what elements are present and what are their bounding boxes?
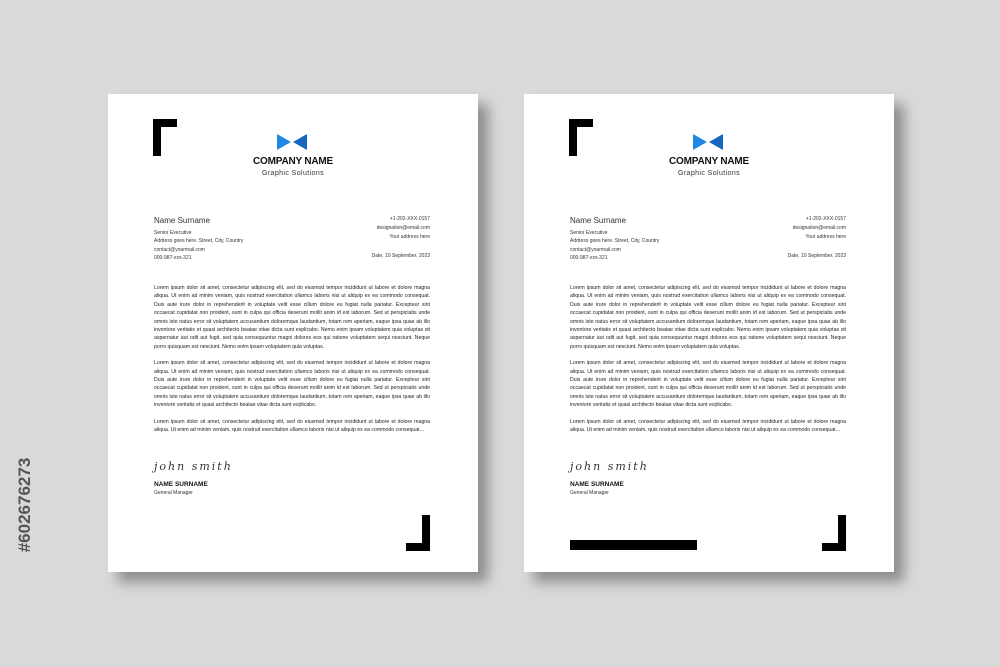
sender-title: Senior Executive	[154, 230, 192, 236]
footer-bar	[570, 540, 697, 550]
sender-email: contact@yourmail.com	[570, 246, 621, 253]
corner-bottom-right	[822, 515, 846, 551]
sender-block	[570, 215, 659, 262]
sender-address: Address goes here. Street, City, Country	[570, 238, 660, 245]
stock-id-watermark	[14, 425, 36, 585]
sender-title: Senior Executive	[570, 230, 608, 236]
corner-top-left	[569, 119, 593, 156]
body-paragraph: Lorem ipsum dolor sit amet, consectetur adipiscing elit, sed do eiusmod tempor incididunt ut labore et dolore magna aliqua. Ut enim ad minim veniam, quis nostrud exercitation ullamco laboris nisi ut aliquip ex ea commodo consequat. Duis aute irure dolor in reprehenderit in voluptate velit esse cillum dolore eu fugiat nulla pariatur. Excepteur sint occaecat cupidatat non proident, sunt in culpa qui officia deserunt mollit anim id est laborum. Sed ut perspiciatis unde omnis iste natus error sit voluptatem accusantium doloremque laudantium, totam rem aperiam, eaque ipsa quae ab illo inventore veritatis et quasi architecto beatae vitae dicta sunt explicabo.	[154, 360, 430, 409]
contact-block	[793, 215, 846, 242]
body-paragraph: Lorem ipsum dolor sit amet, consectetur adipiscing elit, sed do eiusmod tempor incididunt ut labore et dolore magna aliqua. Ut enim ad minim veniam, quis nostrud exercitation ullamco laboris nisi ut aliquip ex ea commodo consequat. Duis aute irure dolor in reprehenderit in voluptate velit esse cillum dolore eu fugiat nulla pariatur. Excepteur sint occaecat cupidatat non proident, sunt in culpa qui officia deserunt mollit anim id est laborum. Sed ut perspiciatis unde omnis iste natus error sit voluptatem accusantium doloremque laudantium, totam rem aperiam, eaque ipsa quae ab illo inventore veritatis et quasi architecto beatae vitae dicta sunt explicabo. Nemo enim ipsam voluptatem quia voluptas sit aspernatur aut odit aut fugit, sed quia consequuntur magni dolores eos qui ratione voluptatem sequi nesciunt. Neque porro quisquam est nesciunt. Nemo enim ipsam voluptatem quia voluptas.	[570, 285, 846, 350]
company-name: COMPANY NAME	[252, 156, 333, 167]
corner-top-left	[153, 119, 177, 156]
contact-address: Your address here	[805, 234, 846, 240]
sender-address: Address goes here. Street, City, Country	[154, 238, 244, 245]
letterhead-right	[524, 94, 894, 572]
contact-phone: +1-202-XXX-0157	[389, 216, 430, 222]
body-paragraph: Lorem ipsum dolor sit amet, consectetur adipiscing elit, sed do eiusmod tempor incididunt ut labore et dolore magna aliqua. Ut enim ad minim veniam, quis nostrud exercitation ullamco laboris nisi ut aliquip ex ea commodo consequat. Duis aute irure dolor in reprehenderit in voluptate velit esse cillum dolore eu fugiat nulla pariatur. Excepteur sint occaecat cupidatat non proident, sunt in culpa qui officia deserunt mollit anim id est laborum. Sed ut perspiciatis unde omnis iste natus error sit voluptatem accusantium doloremque laudantium, totam rem aperiam, eaque ipsa quae ab illo inventore veritatis et quasi architecto beatae vitae dicta sunt explicabo. Nemo enim ipsam voluptatem quia voluptas sit aspernatur aut odit aut fugit, sed quia consequuntur magni dolores eos qui ratione voluptatem sequi nesciunt. Neque porro quisquam est nesciunt. Nemo enim ipsam voluptatem quia voluptas.	[154, 285, 430, 350]
contact-email: designation@email.com	[376, 225, 430, 231]
letter-body	[570, 284, 846, 443]
corner-bottom-right	[406, 515, 430, 551]
sender-phone: 000-987-xxx-321	[570, 254, 608, 261]
signatory-name: NAME SURNAME	[570, 481, 624, 488]
letter-date: Date, 10 September, 2023	[371, 253, 430, 259]
contact-block	[377, 215, 430, 242]
sender-email: contact@yourmail.com	[154, 246, 205, 253]
contact-address: Your address here	[389, 234, 430, 240]
letterhead-left	[108, 94, 478, 572]
letter-body	[154, 284, 430, 443]
signatory-title: General Manager	[570, 490, 609, 496]
signature: john smith	[570, 460, 649, 473]
sender-name: Name Surname	[570, 216, 627, 225]
body-paragraph: Lorem ipsum dolor sit amet, consectetur adipiscing elit, sed do eiusmod tempor incididunt ut labore et dolore magna aliqua. Ut enim ad minim veniam, quis nostrud exercitation ullamco laboris nisi ut aliquip ex ea commodo consequat...	[154, 418, 430, 434]
company-name: COMPANY NAME	[668, 156, 749, 167]
company-tagline: Graphic Solutions	[261, 170, 325, 177]
company-tagline: Graphic Solutions	[677, 170, 741, 177]
contact-email: designation@email.com	[792, 225, 846, 231]
bowtie-logo-icon	[277, 134, 307, 150]
sender-name: Name Surname	[154, 216, 211, 225]
sender-block	[154, 215, 243, 262]
letter-date: Date, 10 September, 2023	[787, 253, 846, 259]
sender-phone: 000-987-xxx-321	[154, 254, 192, 261]
signature: john smith	[154, 460, 233, 473]
stock-id-text: #602676273	[15, 457, 34, 553]
body-paragraph: Lorem ipsum dolor sit amet, consectetur adipiscing elit, sed do eiusmod tempor incididunt ut labore et dolore magna aliqua. Ut enim ad minim veniam, quis nostrud exercitation ullamco laboris nisi ut aliquip ex ea commodo consequat. Duis aute irure dolor in reprehenderit in voluptate velit esse cillum dolore eu fugiat nulla pariatur. Excepteur sint occaecat cupidatat non proident, sunt in culpa qui officia deserunt mollit anim id est laborum. Sed ut perspiciatis unde omnis iste natus error sit voluptatem accusantium doloremque laudantium, totam rem aperiam, eaque ipsa quae ab illo inventore veritatis et quasi architecto beatae vitae dicta sunt explicabo.	[570, 360, 846, 409]
body-paragraph: Lorem ipsum dolor sit amet, consectetur adipiscing elit, sed do eiusmod tempor incididunt ut labore et dolore magna aliqua. Ut enim ad minim veniam, quis nostrud exercitation ullamco laboris nisi ut aliquip ex ea commodo consequat...	[570, 418, 846, 434]
bowtie-logo-icon	[693, 134, 723, 150]
signatory-name: NAME SURNAME	[154, 481, 208, 488]
signatory-title: General Manager	[154, 490, 193, 496]
contact-phone: +1-202-XXX-0157	[805, 216, 846, 222]
